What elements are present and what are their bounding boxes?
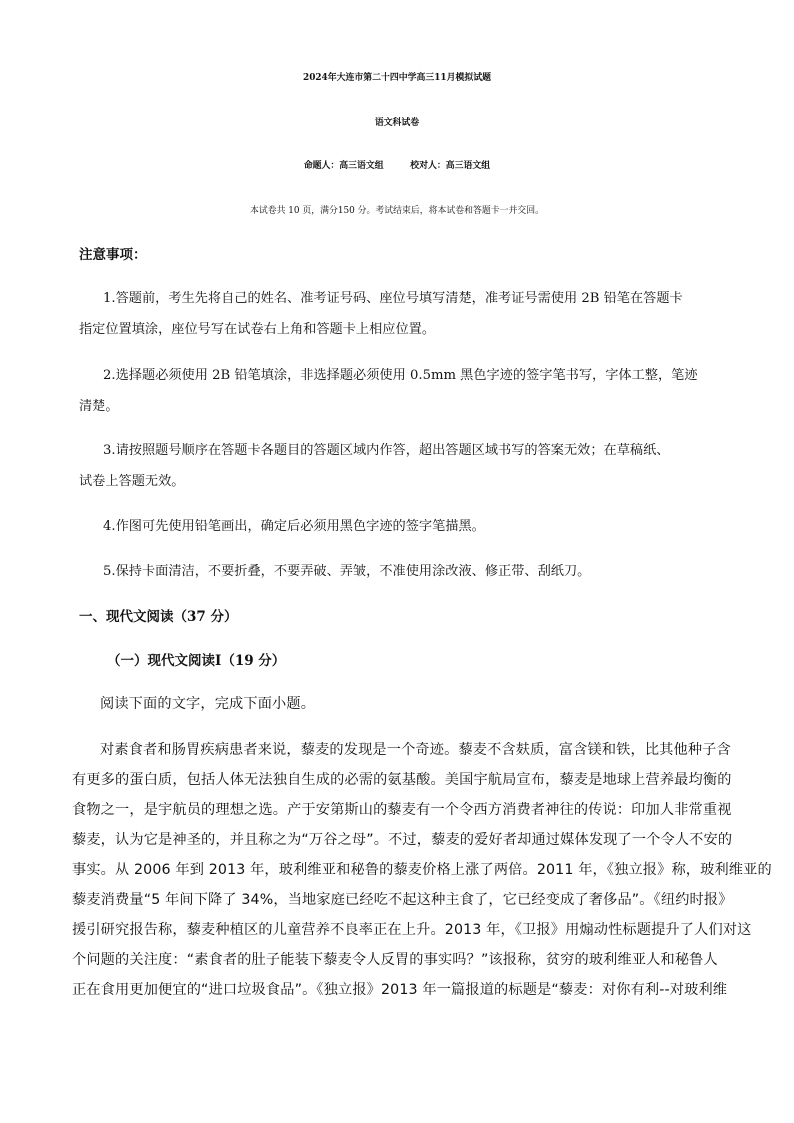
- exam-title: 2024年大连市第二十四中学高三11月模拟试题: [303, 73, 491, 83]
- passage-line: 食物之一，是宇航员的理想之选。产于安第斯山的藜麦有一个令西方消费者神往的传说：印加人非常重视: [72, 802, 732, 818]
- note-item-3: 3.请按照题号顺序在答题卡各题目的答题区域内作答，超出答题区域书写的答案无效；在草稿纸、: [103, 443, 670, 458]
- note-item-3-cont: 试卷上答题无效。: [79, 474, 185, 489]
- note-item-2-cont: 清楚。: [79, 399, 119, 414]
- passage-line: 有更多的蛋白质，包括人体无法独自生成的必需的氨基酸。美国宇航局宣布，藜麦是地球上营养最均衡的: [72, 772, 732, 788]
- passage-line: 藜麦消费量“5 年间下降了 34%，当地家庭已经吃不起这种主食了，它已经变成了奢侈品”。《纽约时报》: [72, 892, 733, 908]
- subsection-heading: （一）现代文阅读Ⅰ（19 分）: [107, 653, 286, 669]
- subject-title: 语文科试卷: [374, 118, 420, 128]
- passage-line: 事实。从 2006 年到 2013 年，玻利维亚和秘鲁的藜麦价格上涨了两倍。2011 年，《独立报》称，玻利维亚的: [72, 862, 772, 878]
- note-item-1-cont: 指定位置填涂，座位号写在试卷右上角和答题卡上相应位置。: [79, 322, 436, 337]
- reading-instruction: 阅读下面的文字，完成下面小题。: [100, 696, 316, 712]
- authors-line: 命题人：高三语文组 校对人：高三语文组: [303, 161, 491, 171]
- summary-line: 本试卷共 10 页，满分150 分。考试结束后，将本试卷和答题卡一并交回。: [249, 206, 545, 216]
- note-item-1: 1.答题前，考生先将自己的姓名、准考证号码、座位号填写清楚，准考证号需使用 2B 铅笔在答题卡: [103, 291, 683, 306]
- passage-line: 正在食用更加便宜的“进口垃圾食品”。《独立报》2013 年一篇报道的标题是“藜麦：对你有利--对玻利维: [72, 982, 728, 998]
- note-item-2: 2.选择题必须使用 2B 铅笔填涂，非选择题必须使用 0.5mm 黑色字迹的签字笔书写，字体工整，笔迹: [103, 368, 698, 383]
- passage-line: 藜麦，认为它是神圣的，并且称之为“万谷之母”。不过，藜麦的爱好者却通过媒体发现了一个令人不安的: [72, 832, 733, 848]
- passage-line: 援引研究报告称，藜麦种植区的儿童营养不良率正在上升。2013 年，《卫报》用煽动性标题提升了人们对这: [72, 922, 752, 938]
- passage-line: 对素食者和肠胃疾病患者来说，藜麦的发现是一个奇迹。藜麦不含麸质，富含镁和铁，比其他种子含: [100, 742, 731, 758]
- note-item-5: 5.保持卡面清洁，不要折叠，不要弄破、弄皱，不准使用涂改液、修正带、刮纸刀。: [103, 564, 591, 579]
- section-heading: 一、现代文阅读（37 分）: [79, 609, 238, 625]
- note-item-4: 4.作图可先使用铅笔画出，确定后必须用黑色字迹的签字笔描黑。: [103, 519, 485, 534]
- notes-heading: 注意事项：: [79, 247, 147, 263]
- passage-line: 个问题的关注度：“素食者的肚子能装下藜麦令人反胃的事实吗？”该报称，贫穷的玻利维亚人和秘鲁人: [72, 952, 718, 968]
